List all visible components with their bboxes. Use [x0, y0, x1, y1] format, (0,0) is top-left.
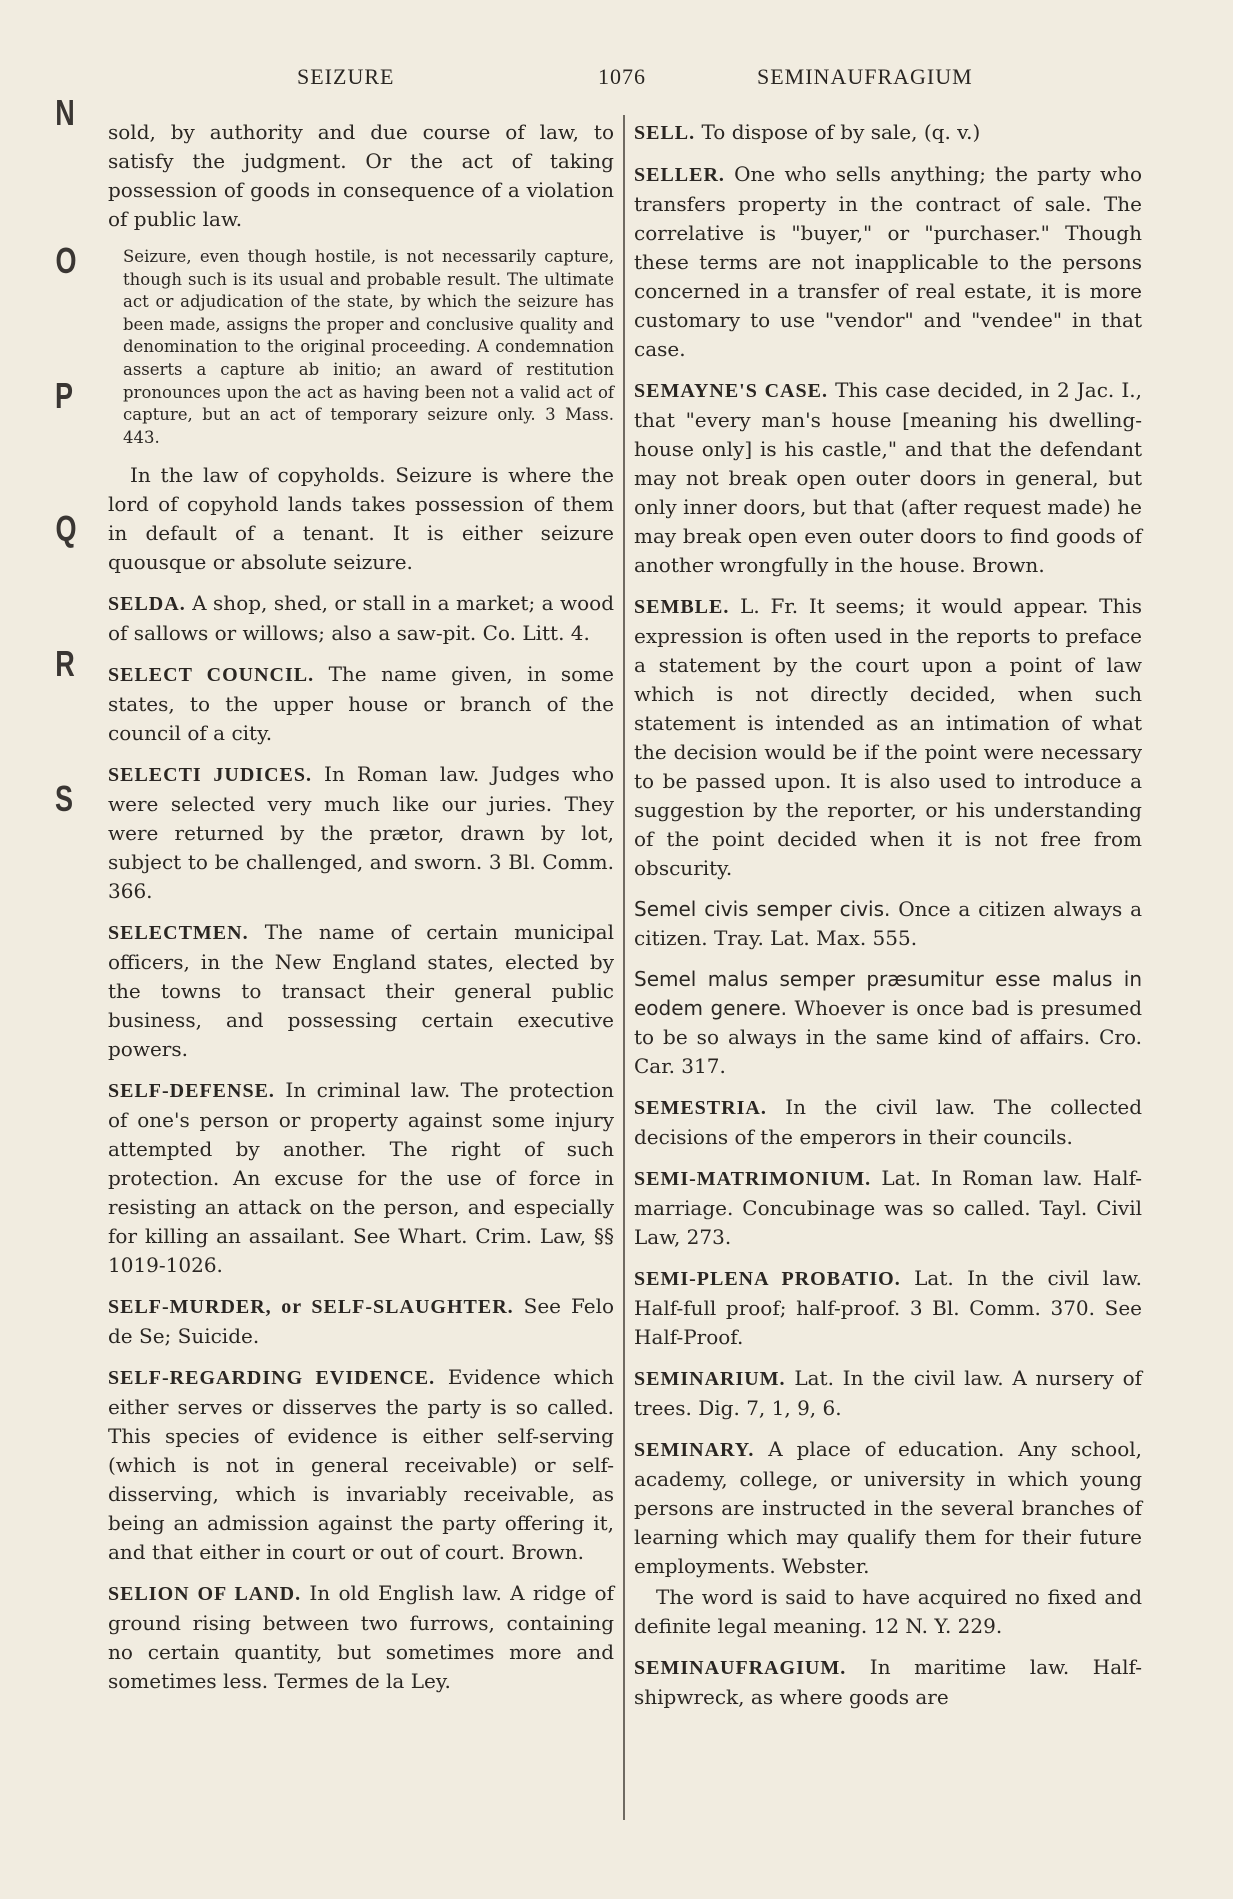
- entry-selion-of-land: [108, 1579, 614, 1696]
- entry-term: SELECTI JUDICES.: [108, 764, 312, 787]
- entry-text: To dispose of by sale, (q. v.): [701, 120, 981, 144]
- page-number: 1076: [598, 64, 646, 89]
- entry-term: SELF-REGARDING EVIDENCE.: [108, 1367, 436, 1390]
- entry-term: SELDA.: [108, 593, 186, 616]
- header-left-guideword: SEIZURE: [297, 64, 395, 89]
- entry-term: SELECT COUNCIL.: [108, 664, 315, 687]
- column-rule: [623, 115, 625, 1820]
- entry-term: SELF-DEFENSE.: [108, 1080, 275, 1103]
- entry-sell: [634, 118, 1142, 148]
- entry-seller: [634, 160, 1142, 364]
- entry-text: Lat. In the civil law. A nursery of trees. Dig. 7, 1, 9, 6.: [634, 1366, 1143, 1420]
- entry-select-council: [108, 660, 614, 748]
- entry-selda: [108, 589, 614, 648]
- entry-text: A place of education. Any school, academy, college, or university in which young persons are instructed in the several branches of learning which may qualify them for their future employments. Webster.: [634, 1437, 1142, 1578]
- entry-text: In old English law. A ridge of ground rising between two furrows, containing no certain quantity, but sometimes more and sometimes less. Termes de la Ley.: [108, 1581, 614, 1694]
- header-right-guideword: SEMINAUFRAGIUM: [757, 64, 973, 89]
- entry-semel-civis: [634, 895, 1142, 953]
- entry-term: SELECTMEN.: [108, 922, 249, 945]
- entry-text: Evidence which either serves or disserves the party is so called. This species of evidence is either self-serving (which is not in general receivable) or self-disserving, which is invariably receivable, as being an admission against the party offering it, and that either in court or out of court. Brown.: [108, 1365, 615, 1565]
- thumb-index-letter: P: [55, 375, 74, 416]
- entry-text: A shop, shed, or stall in a market; a wood of sallows or willows; also a saw-pit. Co. Litt. 4.: [108, 591, 615, 646]
- entry-term: SEMBLE.: [634, 596, 730, 618]
- entry: [108, 461, 614, 577]
- entry-self-murder: [108, 1292, 614, 1351]
- entry-semestria: [634, 1093, 1142, 1152]
- entry-text: In the civil law. The collected decisions of the emperors in their councils.: [634, 1095, 1143, 1149]
- entry-semel-malus: [634, 965, 1142, 1081]
- entry-text: sold, by authority and due course of law, to satisfy the judgment. Or the act of taking possession of goods in consequence of a violation of public law.: [108, 120, 614, 231]
- entry-term: Semel malus semper præsumitur esse malus in eodem genere.: [634, 967, 1142, 1020]
- entry-text: Once a citizen always a citizen. Tray. Lat. Max. 555.: [634, 897, 1142, 950]
- entry-term: SEMAYNE'S CASE.: [634, 380, 828, 402]
- entry-text: Lat. In Roman law. Half-marriage. Concubinage was so called. Tayl. Civil Law, 273.: [634, 1166, 1143, 1249]
- entry-semble: [634, 592, 1142, 883]
- entry-term: SELL.: [634, 122, 696, 144]
- right-column: [634, 118, 1142, 1724]
- entry-seminary-note: [634, 1583, 1142, 1641]
- entry-text: In Roman law. Judges who were selected very much like our juries. They were returned by the prætor, drawn by lot, subject to be challenged, and sworn. 3 Bl. Comm. 366.: [108, 762, 614, 904]
- entry-text: The name of certain municipal officers, in the New England states, elected by the towns to transact their general public business, and possessing certain executive powers.: [108, 920, 614, 1062]
- entry-self-regarding-evidence: [108, 1363, 614, 1567]
- thumb-index-letter: R: [55, 643, 75, 684]
- entry-term: SEMINARY.: [634, 1439, 755, 1461]
- entry-semi-plena-probatio: [634, 1264, 1142, 1352]
- thumb-index-letter: Q: [55, 508, 77, 549]
- entry-text: Whoever is once bad is presumed to be so always in the same kind of affairs. Cro. Car. 317.: [634, 996, 1143, 1078]
- entry-text: In the law of copyholds. Seizure is where the lord of copyhold lands takes possession of them in default of a tenant. It is either seizure quousque or absolute seizure.: [108, 463, 614, 575]
- entry-seminaufragium: [634, 1653, 1142, 1712]
- entry-term: SELLER.: [634, 164, 725, 186]
- entry-term: SEMI-MATRIMONIUM.: [634, 1168, 872, 1190]
- entry-seminary: [634, 1435, 1142, 1581]
- thumb-index-letter: N: [55, 92, 75, 133]
- entry-text: In criminal law. The protection of one's person or property against some injury attempted by another. The right of such protection. An excuse for the use of force in resisting an attack on the person, and especially for killing an assailant. See Whart. Crim. Law, §§ 1019-1026.: [108, 1078, 614, 1278]
- entry-semi-matrimonium: [634, 1164, 1142, 1252]
- entry-note: [108, 246, 614, 449]
- entry-term: SEMINARIUM.: [634, 1368, 786, 1390]
- entry-text: Lat. In the civil law. Half-full proof; half-proof. 3 Bl. Comm. 370. See Half-Proof.: [634, 1266, 1142, 1349]
- entry-selectmen: [108, 918, 614, 1064]
- entry-term: Semel civis semper civis.: [634, 897, 891, 921]
- left-column: [108, 118, 614, 1708]
- entry-text: This case decided, in 2 Jac. I., that "every man's house [meaning his dwelling-house only] is his castle," and that the defendant may not break open outer doors in general, but only inner doors, but that (after request made) he may break open even outer doors to find goods of another wrongfully in the house. Brown.: [634, 378, 1143, 577]
- entry-text: The name given, in some states, to the upper house or branch of the council of a city.: [108, 662, 614, 746]
- entry-semaynes-case: [634, 376, 1142, 580]
- entry-text: The word is said to have acquired no fixed and definite legal meaning. 12 N. Y. 229.: [634, 1585, 1142, 1638]
- thumb-index-letter: S: [55, 778, 74, 819]
- running-header: [0, 64, 1233, 94]
- entry-text: See Felo de Se; Suicide.: [108, 1294, 615, 1349]
- entry-text: L. Fr. It seems; it would appear. This expression is often used in the reports to preface a statement by the court upon a point of law which is not directly decided, when such statement is intended as an intimation of what the decision would be if the point were necessary to be passed upon. It is also used to introduce a suggestion by the reporter, or his understanding of the point decided when it is not free from obscurity.: [634, 594, 1142, 880]
- entry-term: SEMI-PLENA PROBATIO.: [634, 1268, 901, 1290]
- entry-self-defense: [108, 1076, 614, 1280]
- entry-selecti-judices: [108, 760, 614, 906]
- entry-term: SELF-MURDER, or SELF-SLAUGHTER.: [108, 1296, 514, 1319]
- entry-text: One who sells anything; the party who transfers property in the contract of sale. The correlative is "buyer," or "purchaser." Though these terms are not inapplicable to the persons concerned in a transfer of real estate, it is more customary to use "vendor" and "vendee" in that case.: [634, 162, 1142, 361]
- entry-text: Seizure, even though hostile, is not necessarily capture, though such is its usual and probable result. The ultimate act or adjudication of the state, by which the seizure has been made, assigns the proper and conclusive quality and denomination to the original proceeding. A condemnation asserts a capture ab initio; an award of restitution pronounces upon the act as having been not a valid act of capture, but an act of temporary seizure only. 3 Mass. 443.: [123, 247, 614, 447]
- entry-term: SELION OF LAND.: [108, 1583, 302, 1606]
- entry: [108, 118, 614, 234]
- entry-seminarium: [634, 1364, 1142, 1423]
- entry-text: In maritime law. Half-shipwreck, as where goods are: [634, 1655, 1142, 1709]
- entry-term: SEMESTRIA.: [634, 1097, 767, 1119]
- entry-term: SEMINAUFRAGIUM.: [634, 1657, 847, 1679]
- thumb-index-letter: O: [55, 240, 77, 281]
